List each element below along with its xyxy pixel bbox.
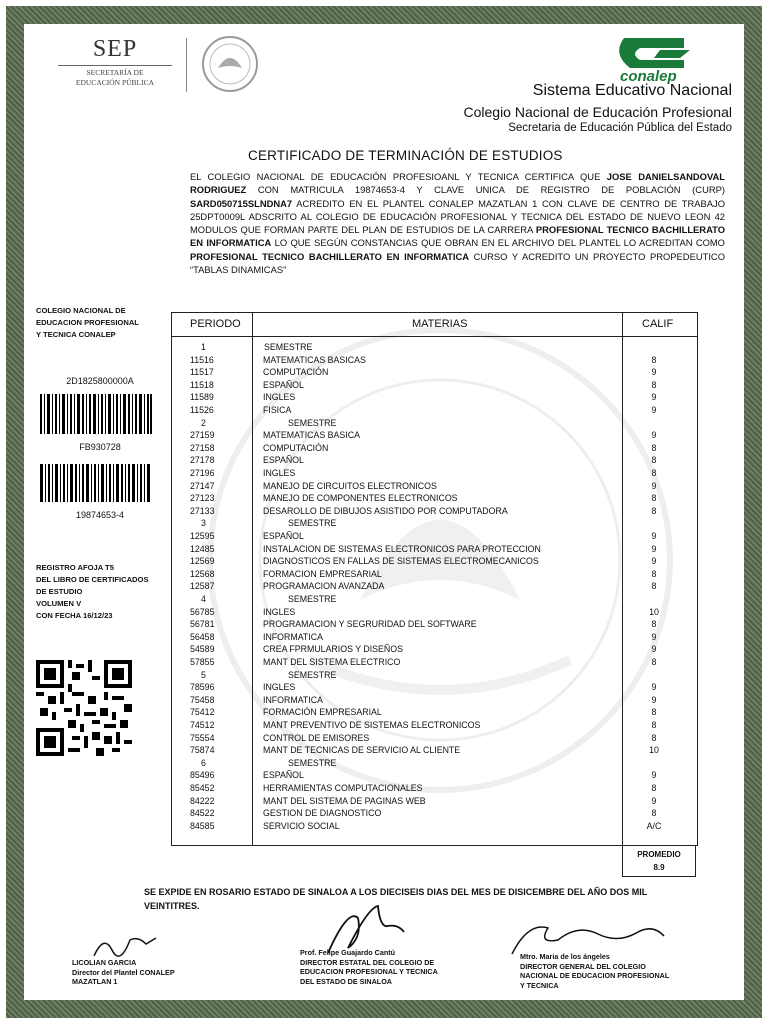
semester-label: SEMESTRE (288, 417, 337, 428)
subject-code: 84522 (190, 808, 215, 819)
grades-divider (622, 312, 623, 845)
subject-name: PROGRAMACION AVANZADA (263, 581, 385, 592)
sep-logo (50, 36, 180, 88)
subject-code: 75412 (190, 707, 215, 718)
subject-name: GESTION DE DIAGNOSTICO (263, 808, 382, 819)
signature-block-1: LICOLIAN GARCIA Director del Plantel CONALEP MAZATLAN 1 (72, 958, 175, 986)
folio-code: 2D1825800000A (66, 376, 134, 386)
subject-code: 27123 (190, 493, 215, 504)
subject-name: INSTALACION DE SISTEMAS ELECTRONICOS PARA PROTECCION (263, 543, 541, 554)
subject-name: FISICA (263, 405, 292, 415)
subject-grade: 9 (651, 682, 657, 693)
subject-name: INGLES (263, 682, 296, 693)
subject-name: COMPUTACIÓN (263, 442, 329, 453)
subject-grade: 9 (651, 531, 657, 541)
subject-grade: 8 (651, 783, 657, 793)
subject-grade: 8 (651, 581, 657, 592)
subject-name: MATEMATICAS BASICA (263, 430, 360, 441)
subject-code: 12587 (190, 581, 215, 592)
subject-name: ESPAÑOL (263, 379, 304, 390)
subject-grade: 9 (651, 367, 657, 378)
subject-code: 75554 (190, 732, 215, 743)
semester-number: 4 (201, 594, 206, 604)
subject-name: DESAROLLO DE DIBUJOS ASISTIDO POR COMPUTADORA (263, 505, 508, 516)
header-line-2: Colegio Nacional de Educación Profesional (463, 104, 732, 120)
subject-name: INGLES (263, 606, 296, 617)
subject-code: 85452 (190, 783, 215, 793)
subject-code: 56458 (190, 631, 215, 642)
average-box (622, 845, 696, 877)
subject-grade: 9 (651, 631, 657, 642)
issuance-statement: SE EXPIDE EN ROSARIO ESTADO DE SINALOA A LOS DIECISEIS DIAS DEL MES DE DISICEMBRE DEL AÑO DOS MIL VEINTITRES. (144, 887, 648, 911)
subject-grade: 9 (651, 480, 657, 491)
conalep-logo-text: conalep (620, 68, 677, 85)
subject-name: DIAGNOSTICOS EN FALLAS DE SISTEMAS ELECTROMECANICOS (263, 556, 539, 567)
sep-subtitle-2: EDUCACIÓN PÚBLICA (75, 78, 155, 87)
subject-grade: 8 (651, 505, 657, 516)
semester-number: 1 (201, 342, 206, 352)
subject-name: CREA FPRMULARIOS Y DISEÑOS (263, 644, 403, 655)
logo-divider (186, 38, 187, 92)
subject-grade: 9 (651, 770, 657, 781)
semester-number: 2 (201, 417, 206, 428)
career-name: PROFESIONAL TECNICO BACHILLERATO EN INFORMATICA (190, 224, 725, 249)
subject-code: 11517 (190, 367, 214, 378)
subject-name: MANT PREVENTIVO DE SISTEMAS ELECTRONICOS (263, 720, 481, 730)
subject-code: 27178 (190, 455, 215, 466)
subject-code: 27159 (190, 430, 215, 441)
subject-code: 84585 (190, 820, 215, 831)
header-line-1: Sistema Educativo Nacional (532, 82, 732, 99)
subject-code: 57855 (190, 657, 215, 667)
subject-name: MANEJO DE COMPONENTES ELECTRONICOS (263, 493, 458, 504)
subject-grade: 9 (651, 430, 657, 441)
semester-number: 5 (201, 669, 206, 680)
matricula-code: 19874653-4 (75, 510, 125, 520)
column-header-materias: MATERIAS (412, 318, 468, 330)
subject-grade: 10 (649, 606, 659, 617)
signature-block-2: Prof. Felipe Guajardo Cantú DIRECTOR ESTATAL DEL COLEGIO DE EDUCACION PROFESIONAL Y TECNICA DEL ESTADO DE SINALOA (300, 948, 438, 986)
subject-name: FORMACION EMPRESARIAL (263, 568, 382, 579)
subject-grade: A/C (646, 820, 662, 831)
subject-grade: 8 (651, 493, 657, 504)
subject-code: 27147 (190, 480, 215, 491)
student-name: JOSE DANIELSANDOVAL RODRIGUEZ (190, 171, 726, 196)
subject-name: ESPAÑOL (263, 531, 304, 541)
grades-header-rule (171, 336, 698, 337)
signature-1-icon (90, 930, 160, 960)
column-header-calif: CALIF (642, 318, 674, 330)
subject-name: ESPAÑOL (263, 770, 304, 781)
grades-table (171, 312, 698, 846)
subject-code: 27133 (190, 505, 215, 516)
subject-code: 11518 (190, 379, 214, 390)
subject-code: 12568 (190, 568, 215, 579)
institution-block: COLEGIO NACIONAL DE EDUCACION PROFESIONAL Y TECNICA CONALEP (36, 306, 139, 339)
subject-grade: 9 (651, 392, 657, 403)
column-header-periodo: PERIODO (190, 318, 241, 330)
subject-name: ESPAÑOL (263, 455, 304, 466)
subject-name: INGLES (263, 468, 296, 478)
subject-name: SERVICIO SOCIAL (263, 820, 340, 831)
subject-code: 12485 (190, 543, 215, 554)
subject-grade: 9 (651, 694, 657, 705)
subject-grade: 8 (651, 468, 657, 478)
qr-code-icon (36, 660, 132, 756)
subject-code: 78596 (190, 682, 215, 693)
subject-code: 75458 (190, 694, 215, 705)
subject-grade: 8 (651, 732, 657, 743)
average-label: PROMEDIO (637, 850, 681, 859)
header-line-3: Secretaria de Educación Pública del Estado (508, 122, 732, 134)
subject-code: 27158 (190, 442, 215, 453)
subject-code: 11589 (190, 392, 214, 403)
subject-code: 54589 (190, 644, 215, 655)
career-name-2: PROFESIONAL TECNICO BACHILLERATO EN INFORMATICA (190, 250, 470, 262)
subject-name: INFORMATICA (263, 631, 323, 642)
subject-grade: 8 (651, 455, 657, 466)
subject-name: COMPUTACIÓN (263, 367, 329, 378)
subject-name: INFORMATICA (263, 694, 323, 705)
subject-grade: 8 (651, 354, 657, 365)
subject-grade: 9 (651, 405, 657, 415)
subject-name: INGLES (263, 392, 296, 403)
subject-code: 74512 (190, 720, 215, 730)
subject-grade: 8 (651, 707, 657, 718)
certificate-statement: EL COLEGIO NACIONAL DE EDUCACIÓN PROFESIOANL Y TECNICA CERTIFICA QUE JOSE DANIELSANDOVAL RODRIGUEZ CON MATRICULA 19874653-4 Y CLAVE UNICA DE REGISTRO DE POBLACIÓN (CURP) SARD050715SLNDNA7 ACREDITO EN EL PLANTEL CONALEP MAZATLAN 1 CON CLAVE DE CENTRO DE TRABAJO 25DPT0009L ADSCRITO AL COLEGIO DE EDUCACIÓN PROFESIONAL Y TECNICA DEL ESTADO DE NUEVO LEON 42 MODULOS QUE FORMAN PARTE DEL PLAN DE ESTUDIOS DE LA CARRERA PROFESIONAL TECNICO BACHILLERATO EN INFORMATICA LO QUE SEGÚN CONSTANCIAS QUE OBRAN EN EL ARCHIVO DEL PLANTEL LO ACREDITAN COMO PROFESIONAL TECNICO BACHILLERATO EN INFORMATICA CURSO Y ACREDITO UN PROYECTO PROPEDEUTICO “TABLAS DINAMICAS” (190, 171, 726, 276)
barcode-1 (40, 394, 152, 434)
subject-code: 56781 (190, 619, 215, 630)
subject-grade: 9 (651, 795, 657, 806)
semester-label: SEMESTRE (288, 757, 337, 768)
subject-name: HERRAMIENTAS COMPUTACIONALES (263, 783, 423, 793)
subject-code: 27196 (190, 468, 215, 478)
subject-name: MATEMATICAS BASICAS (263, 354, 366, 365)
national-seal-icon (196, 34, 264, 94)
document-title: CERTIFICADO DE TERMINACIÓN DE ESTUDIOS (248, 148, 563, 163)
birthdate-code: FB930728 (79, 442, 121, 452)
subject-code: 85496 (190, 770, 215, 781)
sep-logo-text: SEP (92, 36, 138, 62)
subject-code: 11516 (190, 354, 214, 365)
subject-name: CONTROL DE EMISORES (263, 732, 370, 743)
semester-label: SEMESTRE (288, 594, 337, 604)
subject-name: PROGRAMACION Y SEGRURIDAD DEL SOFTWARE (263, 619, 477, 630)
semester-label: SEMESTRE (288, 518, 337, 529)
semester-label: SEMESTRE (288, 669, 337, 680)
subject-grade: 8 (651, 442, 657, 453)
semester-number: 6 (201, 757, 206, 768)
subject-name: MANT DEL SISTEMA DE PAGINAS WEB (263, 795, 426, 806)
semester-number: 3 (201, 518, 206, 529)
grades-divider (252, 312, 253, 845)
subject-grade: 8 (651, 619, 657, 630)
subject-code: 84222 (190, 795, 215, 806)
subject-grade: 9 (651, 543, 657, 554)
signature-block-3: Mtro. Maria de los ángeles DIRECTOR GENERAL DEL COLEGIO NACIONAL DE EDUCACION PROFESIONAL Y TECNICA (520, 952, 670, 990)
subject-grade: 8 (651, 808, 657, 819)
subject-code: 56785 (190, 606, 215, 617)
subject-code: 11526 (190, 405, 214, 415)
subject-code: 12595 (190, 531, 215, 541)
registro-block: REGISTRO AFOJA T5 DEL LIBRO DE CERTIFICADOS DE ESTUDIO VOLUMEN V CON FECHA 16/12/23 (36, 563, 149, 620)
subject-name: MANEJO DE CIRCUITOS ELECTRONICOS (263, 480, 437, 491)
semester-label: SEMESTRE (264, 342, 313, 352)
barcode-2 (40, 464, 152, 502)
subject-code: 12569 (190, 556, 215, 567)
sep-subtitle-1: SECRETARÍA DE (86, 68, 144, 77)
subject-grade: 8 (651, 657, 657, 667)
subject-grade: 9 (651, 644, 657, 655)
subject-name: MANT DE TECNICAS DE SERVICIO AL CLIENTE (263, 745, 461, 756)
subject-name: MANT DEL SISTEMA ELECTRICO (263, 657, 401, 667)
subject-grade: 10 (649, 745, 659, 756)
subject-name: FORMACIÓN EMPRESARIAL (263, 707, 382, 718)
subject-code: 75874 (190, 745, 215, 756)
subject-grade: 8 (651, 379, 657, 390)
subject-grade: 8 (651, 568, 657, 579)
average-value: 8.9 (653, 863, 665, 872)
curp: SARD050715SLNDNA7 (190, 197, 293, 209)
subject-grade: 9 (651, 556, 657, 567)
subject-grade: 8 (651, 720, 657, 730)
